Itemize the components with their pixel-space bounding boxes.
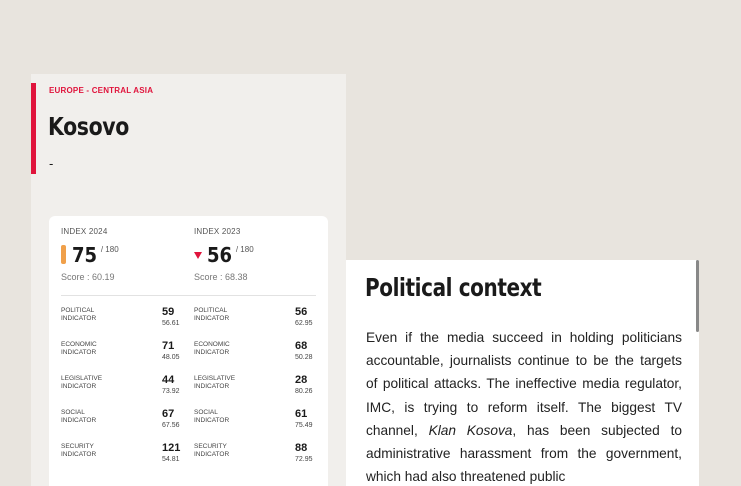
indicator-rank: 59 bbox=[162, 306, 175, 318]
index-2024-rank-row bbox=[61, 243, 119, 267]
indicator-score: 72.95 bbox=[295, 456, 313, 463]
indicator-score: 50.28 bbox=[295, 354, 313, 361]
context-body-italic: Klan Kosova bbox=[428, 422, 513, 438]
indicator-label: SOCIAL INDICATOR bbox=[61, 409, 97, 424]
indicator-rank: 61 bbox=[295, 408, 308, 420]
indicator-rank: 121 bbox=[162, 442, 181, 454]
indicator-rank: 88 bbox=[295, 442, 308, 454]
indicator-score: 48.05 bbox=[162, 354, 180, 361]
index-divider bbox=[61, 295, 316, 296]
indicator-label: SECURITY INDICATOR bbox=[61, 443, 97, 458]
indicator-label: ECONOMIC INDICATOR bbox=[61, 341, 97, 356]
indicator-rank: 67 bbox=[162, 408, 175, 420]
indicator-label: LEGISLATIVE INDICATOR bbox=[61, 375, 103, 390]
indicator-security-2023 bbox=[194, 443, 324, 473]
indicator-legislative-2023 bbox=[194, 375, 324, 405]
index-2023-total: / 180 bbox=[235, 245, 254, 254]
index-2024-total: / 180 bbox=[100, 245, 119, 254]
indicator-score: 73.92 bbox=[162, 388, 180, 395]
indicator-security-2024 bbox=[61, 443, 191, 473]
context-scrollbar[interactable] bbox=[696, 260, 699, 332]
indicator-score: 62.95 bbox=[295, 320, 313, 327]
indicator-label: ECONOMIC INDICATOR bbox=[194, 341, 230, 356]
indicator-legislative-2024 bbox=[61, 375, 191, 405]
country-title: Kosovo bbox=[48, 112, 129, 141]
indicator-rank: 68 bbox=[295, 340, 308, 352]
context-body bbox=[366, 326, 682, 486]
context-title: Political context bbox=[365, 273, 542, 302]
accent-bar bbox=[31, 83, 36, 174]
indicator-rank: 44 bbox=[162, 374, 175, 386]
index-2023-score: Score : 68.38 bbox=[194, 272, 248, 282]
indicator-score: 67.56 bbox=[162, 422, 180, 429]
indicator-economic-2024 bbox=[61, 341, 191, 371]
indicator-score: 80.26 bbox=[295, 388, 313, 395]
indicator-label: POLITICAL INDICATOR bbox=[194, 307, 230, 322]
index-2024-rank: 75 bbox=[72, 243, 98, 267]
indicator-score: 56.61 bbox=[162, 320, 180, 327]
indicator-rank: 28 bbox=[295, 374, 308, 386]
rank-bar-icon bbox=[61, 245, 66, 264]
indicator-economic-2023 bbox=[194, 341, 324, 371]
triangle-down-icon bbox=[194, 252, 202, 259]
region-label: EUROPE - CENTRAL ASIA bbox=[49, 86, 154, 95]
indicator-label: SECURITY INDICATOR bbox=[194, 443, 230, 458]
indicator-label: LEGISLATIVE INDICATOR bbox=[194, 375, 236, 390]
indicator-label: SOCIAL INDICATOR bbox=[194, 409, 230, 424]
context-body-text: Even if the media succeed in holding politicians accountable, journalists continue to be the targets of political attacks. The ineffective media regulator, IMC, is trying to reform itself. The biggest TV channel, bbox=[366, 330, 682, 438]
index-2024-label: INDEX 2024 bbox=[61, 227, 108, 236]
context-body-text-end: , has been subjected to administrative harassment from the government, which had also threatened public bbox=[366, 422, 682, 485]
index-2023-rank-row bbox=[194, 243, 254, 267]
index-2024-score: Score : 60.19 bbox=[61, 272, 115, 282]
index-2023-rank: 56 bbox=[207, 243, 233, 267]
indicator-score: 75.49 bbox=[295, 422, 313, 429]
indicator-social-2024 bbox=[61, 409, 191, 439]
indicator-rank: 71 bbox=[162, 340, 175, 352]
indicator-rank: 56 bbox=[295, 306, 308, 318]
indicator-social-2023 bbox=[194, 409, 324, 439]
indicator-political-2024 bbox=[61, 307, 191, 337]
country-subtitle: - bbox=[49, 156, 54, 171]
indicator-label: POLITICAL INDICATOR bbox=[61, 307, 97, 322]
indicator-political-2023 bbox=[194, 307, 324, 337]
index-card bbox=[49, 216, 328, 486]
index-2023-label: INDEX 2023 bbox=[194, 227, 241, 236]
indicator-score: 54.81 bbox=[162, 456, 180, 463]
